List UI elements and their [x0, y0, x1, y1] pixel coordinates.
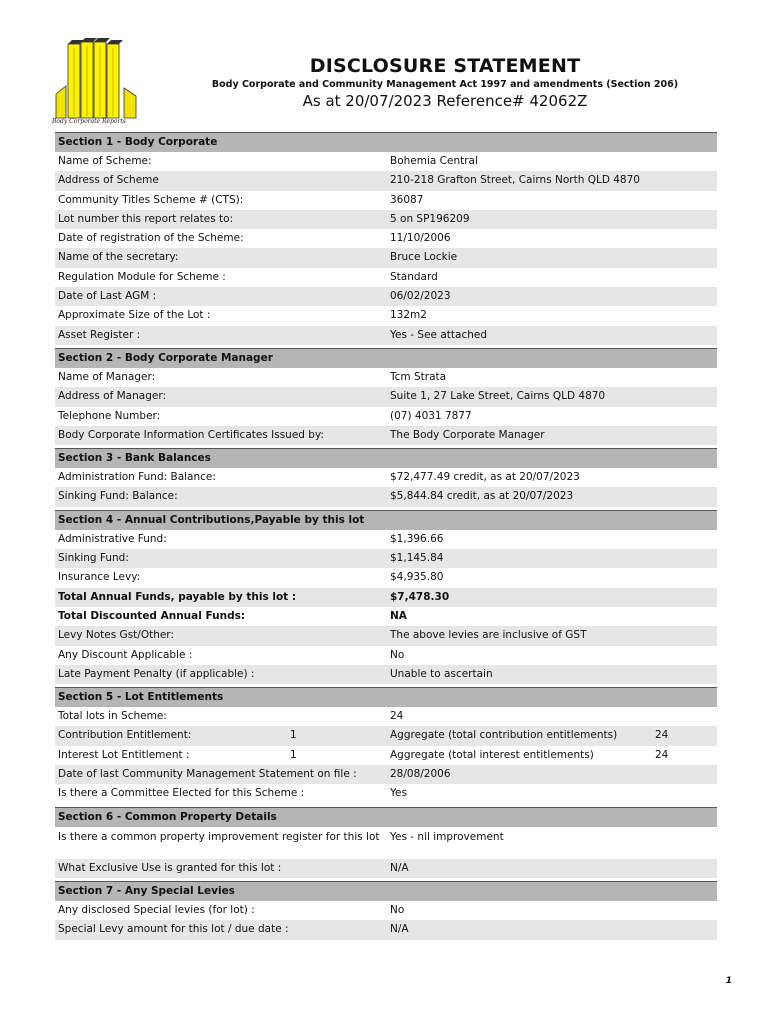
table-row — [55, 152, 717, 171]
row-value: Suite 1, 27 Lake Street, Cairns QLD 4870 — [390, 390, 606, 403]
row-lot-entitlement: 1 — [290, 729, 297, 742]
table-row — [55, 707, 717, 726]
row-label: Lot number this report relates to: — [58, 212, 234, 225]
row-aggregate-value: 24 — [655, 748, 669, 761]
table-row — [55, 426, 717, 445]
table-row — [55, 827, 717, 859]
table-row — [55, 920, 717, 939]
table-row — [55, 626, 717, 645]
disclosure-table — [55, 132, 717, 940]
row-label: Interest Lot Entitlement : — [58, 748, 190, 761]
row-value: NA — [390, 609, 407, 622]
table-row — [55, 306, 717, 325]
row-label: What Exclusive Use is granted for this lot : — [58, 861, 282, 874]
row-label: Date of Last AGM : — [58, 290, 157, 303]
section-header: Section 1 - Body Corporate — [55, 132, 717, 152]
table-row — [55, 468, 717, 487]
row-value: N/A — [390, 861, 409, 874]
table-row — [55, 229, 717, 248]
row-value: 11/10/2006 — [390, 232, 451, 245]
row-label: Date of registration of the Scheme: — [58, 232, 244, 245]
table-row — [55, 568, 717, 587]
row-value: Yes - See attached — [390, 328, 487, 341]
row-label: Address of Scheme — [58, 174, 159, 187]
row-label: Administrative Fund: — [58, 532, 167, 545]
row-value: The above levies are inclusive of GST — [390, 629, 587, 642]
table-row — [55, 191, 717, 210]
row-value: 06/02/2023 — [390, 290, 451, 303]
row-label: Levy Notes Gst/Other: — [58, 629, 174, 642]
row-label: Any disclosed Special levies (for lot) : — [58, 903, 255, 916]
document-title: DISCLOSURE STATEMENT — [309, 55, 581, 77]
table-row — [55, 210, 717, 229]
table-row — [55, 171, 717, 190]
row-value: $1,396.66 — [390, 532, 444, 545]
row-value: Bohemia Central — [390, 155, 478, 167]
table-row — [55, 726, 717, 745]
table-row — [55, 859, 717, 878]
table-row — [55, 588, 717, 607]
logo-caption: Body Corporate Reports — [52, 118, 126, 125]
row-label: Sinking Fund: Balance: — [58, 490, 178, 503]
building-logo-icon — [52, 38, 142, 120]
table-row — [55, 487, 717, 506]
row-value: Yes - nil improvement — [390, 830, 504, 843]
row-value: N/A — [390, 923, 409, 936]
row-value: No — [390, 648, 405, 661]
row-label: Asset Register : — [58, 328, 141, 341]
row-lot-entitlement: 1 — [290, 748, 297, 761]
table-row — [55, 665, 717, 684]
table-row — [55, 387, 717, 406]
row-label: Insurance Levy: — [58, 571, 141, 584]
row-label: Contribution Entitlement: — [58, 729, 192, 742]
row-value: $1,145.84 — [390, 552, 444, 565]
row-label: Name of Scheme: — [58, 155, 152, 167]
row-value: 24 — [390, 710, 404, 723]
row-label: Is there a common property improvement register for this lot — [58, 830, 380, 843]
row-aggregate-value: 24 — [655, 729, 669, 742]
row-value: $4,935.80 — [390, 571, 444, 584]
row-label: Community Titles Scheme # (CTS): — [58, 193, 244, 206]
table-row — [55, 901, 717, 920]
table-row — [55, 407, 717, 426]
row-label: Total lots in Scheme: — [58, 710, 167, 723]
document-subtitle: Body Corporate and Community Management Act 1997 and amendments (Section 206) — [211, 79, 679, 90]
row-label: Date of last Community Management Statement on file : — [58, 768, 357, 781]
row-value: Unable to ascertain — [390, 667, 493, 680]
table-row — [55, 368, 717, 387]
row-label: Regulation Module for Scheme : — [58, 270, 226, 283]
section-header: Section 5 - Lot Entitlements — [55, 687, 717, 707]
row-value: 5 on SP196209 — [390, 212, 470, 225]
row-label: Address of Manager: — [58, 390, 166, 403]
row-value: Tcm Strata — [390, 370, 447, 383]
table-row — [55, 287, 717, 306]
table-row — [55, 646, 717, 665]
row-value: Yes — [390, 787, 407, 800]
table-row — [55, 530, 717, 549]
row-label: Administration Fund: Balance: — [58, 471, 216, 484]
row-label: Late Payment Penalty (if applicable) : — [58, 667, 255, 680]
row-label: Special Levy amount for this lot / due date : — [58, 923, 289, 936]
section-header: Section 6 - Common Property Details — [55, 807, 717, 827]
section-header: Section 2 - Body Corporate Manager — [55, 348, 717, 368]
row-label: Sinking Fund: — [58, 552, 129, 565]
table-row — [55, 326, 717, 345]
row-value: $7,478.30 — [390, 590, 450, 603]
table-row — [55, 784, 717, 803]
row-label: Is there a Committee Elected for this Scheme : — [58, 787, 305, 800]
row-label: Name of the secretary: — [58, 251, 179, 264]
row-label: Total Discounted Annual Funds: — [58, 609, 246, 622]
page-number: 1 — [725, 976, 732, 986]
row-value: $72,477.49 credit, as at 20/07/2023 — [390, 471, 580, 484]
row-value: 28/08/2006 — [390, 768, 451, 781]
row-label: Total Annual Funds, payable by this lot : — [58, 590, 297, 603]
row-value: Bruce Lockie — [390, 251, 458, 264]
row-value: Standard — [390, 270, 438, 283]
row-label: Telephone Number: — [58, 409, 161, 422]
section-header: Section 3 - Bank Balances — [55, 448, 717, 468]
table-row — [55, 549, 717, 568]
row-value: $5,844.84 credit, as at 20/07/2023 — [390, 490, 574, 503]
section-header: Section 7 - Any Special Levies — [55, 881, 717, 901]
section-header: Section 4 - Annual Contributions,Payable by this lot — [55, 510, 717, 530]
table-row — [55, 746, 717, 765]
table-row — [55, 607, 717, 626]
row-value: 132m2 — [390, 309, 427, 322]
row-value: 36087 — [390, 193, 424, 206]
row-value: 210-218 Grafton Street, Cairns North QLD 4870 — [390, 174, 640, 187]
row-label: Name of Manager: — [58, 370, 156, 383]
company-logo — [52, 38, 142, 130]
row-value: Aggregate (total interest entitlements) — [390, 748, 594, 761]
table-row — [55, 765, 717, 784]
row-value: Aggregate (total contribution entitlements) — [390, 729, 618, 742]
row-value: No — [390, 903, 405, 916]
table-row — [55, 268, 717, 287]
table-row — [55, 248, 717, 267]
row-value: (07) 4031 7877 — [390, 409, 472, 422]
row-label: Approximate Size of the Lot : — [58, 309, 211, 322]
row-label: Any Discount Applicable : — [58, 648, 193, 661]
row-label: Body Corporate Information Certificates Issued by: — [58, 428, 324, 441]
as-at-reference: As at 20/07/2023 Reference# 42062Z — [302, 92, 588, 110]
row-value: The Body Corporate Manager — [390, 428, 545, 441]
